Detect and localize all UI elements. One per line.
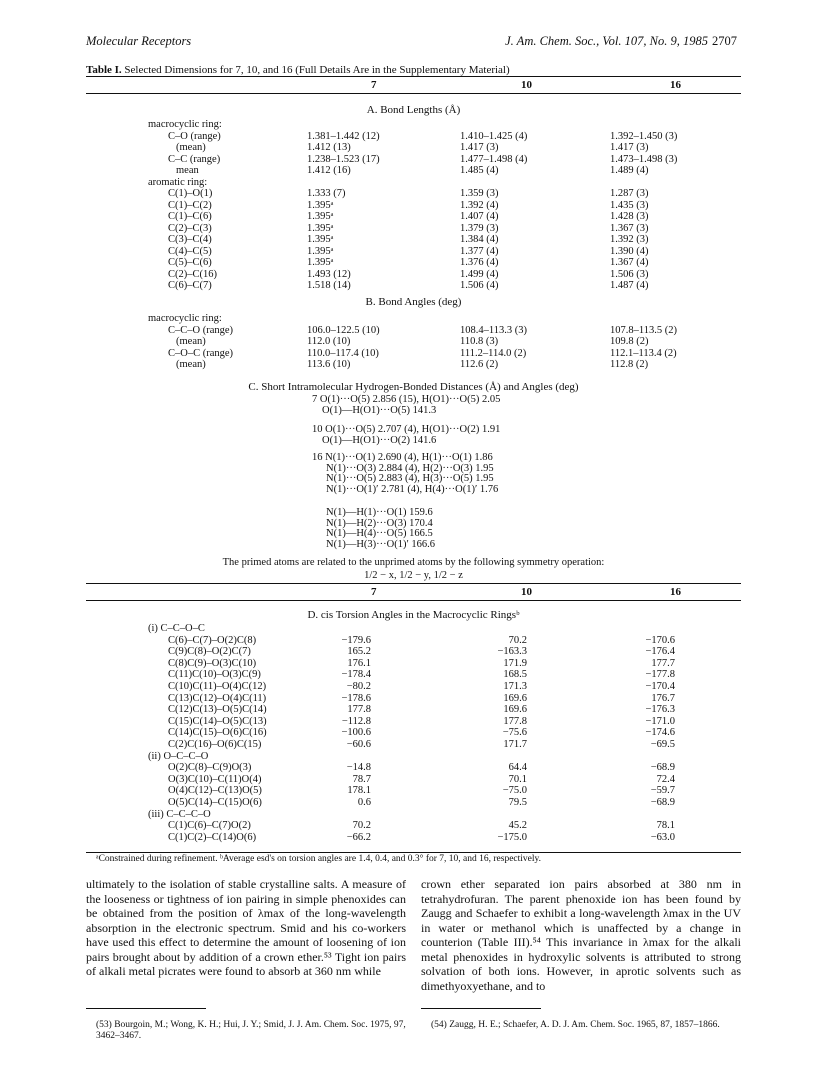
row-label: (mean) — [176, 359, 206, 370]
value-10: 1.417 (3) — [460, 142, 499, 153]
row-label: C–O–C (range) — [168, 347, 234, 359]
hbond-line: 10 O(1)···O(5) 2.707 (4), H(O1)···O(2) 1.91 — [312, 424, 501, 435]
value-10: 64.4 — [508, 762, 527, 774]
table-row — [0, 200, 827, 211]
value-7: 178.1 — [347, 785, 371, 797]
row-label: C(10)C(11)–O(4)C(12) — [168, 681, 267, 692]
value-7: 78.7 — [352, 773, 371, 785]
value-10: 1.376 (4) — [460, 257, 499, 268]
row-label: C(2)C(16)–O(6)C(15) — [168, 739, 262, 750]
value-16: −171.0 — [645, 715, 675, 727]
table-row — [0, 762, 827, 773]
value-10: 1.377 (4) — [460, 245, 499, 257]
table-row — [0, 739, 827, 750]
hbond-line: O(1)—H(O1)···O(5) 141.3 — [322, 404, 437, 416]
value-16: 1.473–1.498 (3) — [610, 153, 678, 165]
hbond-line: N(1)···O(1)′ 2.781 (4), H(4)···O(1)′ 1.76 — [326, 483, 499, 495]
value-10: −75.0 — [502, 785, 527, 797]
section-c-title: C. Short Intramolecular Hydrogen-Bonded Distances (Å) and Angles (deg) — [248, 381, 579, 393]
value-7: 1.395ᵃ — [307, 257, 334, 268]
row-label: C(9)C(8)–O(2)C(7) — [168, 646, 251, 658]
value-7: 1.333 (7) — [307, 188, 346, 199]
value-7: 1.395ᵃ — [307, 245, 334, 257]
row-label: macrocyclic ring: — [148, 313, 222, 324]
table-row — [0, 223, 827, 234]
value-16: −68.9 — [650, 797, 675, 808]
row-label: C(2)–C(3) — [168, 222, 212, 234]
row-label: (i) C–C–O–C — [148, 623, 205, 634]
table-row — [0, 774, 827, 785]
value-16: −170.6 — [645, 634, 675, 646]
reference-rule-right — [421, 1008, 541, 1009]
row-label: C(4)–C(5) — [168, 245, 212, 257]
row-label: C(3)–C(4) — [168, 234, 212, 245]
value-10: 1.410–1.425 (4) — [460, 130, 528, 142]
value-10: 1.407 (4) — [460, 211, 499, 222]
value-10: 1.485 (4) — [460, 165, 499, 176]
value-7: 110.0–117.4 (10) — [307, 347, 379, 359]
value-7: 1.238–1.523 (17) — [307, 153, 380, 165]
table-row — [0, 681, 827, 692]
row-label: C–O (range) — [168, 130, 221, 142]
table-row — [0, 165, 827, 176]
column-header-7: 7 — [371, 79, 377, 91]
table-row — [0, 797, 827, 808]
table-footnote: ᵃConstrained during refinement. ᵇAverage esd's on torsion angles are 1.4, 0.4, and 0.3° for 7, 10, and 16, respectively. — [96, 854, 542, 864]
value-16: 1.487 (4) — [610, 280, 649, 291]
page-number: 2707 — [712, 34, 737, 48]
row-label: C(1)–C(2) — [168, 199, 212, 211]
value-16: 72.4 — [656, 773, 675, 785]
value-16: −63.0 — [650, 831, 675, 843]
value-16: −170.4 — [645, 681, 675, 692]
row-label: (iii) C–C–C–O — [148, 808, 211, 820]
column-header-10: 10 — [521, 79, 532, 91]
value-16: 1.287 (3) — [610, 188, 649, 199]
value-10: 79.5 — [508, 797, 527, 808]
table-row — [0, 119, 827, 130]
body-text-left-column: ultimately to the isolation of stable crystalline salts. A measure of the looseness or tightness of ion pairing in simple phenoxides can be obtained from the position of λmax of the long-wavelength absorption in the electronic spectrum. Smid and his co-workers have used this effect to determine the amount of loosening of ion pairs brought about by addition of a crown ether.⁵³ Tight ion pairs of alkali metal picrates were found to absorb at 360 nm while — [86, 877, 406, 978]
value-10: 168.5 — [503, 669, 527, 681]
table-row — [0, 325, 827, 336]
value-10: 1.392 (4) — [460, 199, 499, 211]
table-row — [0, 751, 827, 762]
value-7: −112.8 — [341, 715, 371, 727]
value-7: −80.2 — [346, 681, 371, 692]
value-7: 1.412 (16) — [307, 165, 351, 176]
row-label: C(1)C(2)–C(14)O(6) — [168, 831, 257, 843]
value-16: 1.428 (3) — [610, 211, 649, 222]
row-label: O(2)C(8)–C(9)O(3) — [168, 762, 252, 774]
table-mid-rule — [86, 583, 741, 584]
symmetry-operation: 1/2 − x, 1/2 − y, 1/2 − z — [364, 570, 463, 581]
table-row — [0, 809, 827, 820]
value-10: 70.1 — [508, 773, 527, 785]
value-16: 1.489 (4) — [610, 165, 649, 176]
hbond-block-7 — [312, 395, 500, 416]
value-16: 1.417 (3) — [610, 142, 649, 153]
value-7: −178.4 — [341, 669, 371, 681]
row-label: (mean) — [176, 142, 206, 153]
table-row — [0, 131, 827, 142]
table-row — [0, 646, 827, 657]
row-label: O(3)C(10)–C(11)O(4) — [168, 773, 262, 785]
table-row — [0, 623, 827, 634]
value-10: 169.6 — [503, 704, 527, 716]
value-10: 169.6 — [503, 692, 527, 704]
value-7: 1.412 (13) — [307, 142, 351, 153]
value-10: 171.3 — [503, 681, 527, 692]
value-16: −59.7 — [650, 785, 675, 797]
table-row — [0, 313, 827, 324]
value-7: −179.6 — [341, 634, 371, 646]
value-7: −100.6 — [341, 727, 371, 739]
running-header-title: Molecular Receptors — [86, 34, 192, 48]
table-row — [0, 658, 827, 669]
table-caption — [86, 64, 510, 76]
value-10: 1.384 (4) — [460, 234, 499, 245]
body-text-right-column: crown ether separated ion pairs absorbed at 380 nm in tetrahydrofuran. The parent phenoxide ion has been found by Zaugg and Schaefer to exhibit a long-wavelength λmax in the UV in water or methanol which is unaffected by a change in counterion (Table III).⁵⁴ This invariance in λmax for the alkali metal phenoxides in hydroxylic solvents is attributed to strong solvation of both ions. However, in aprotic solvents such as dimethyoxyethane, and to — [421, 877, 741, 993]
row-label: C(6)–C(7)–O(2)C(8) — [168, 634, 257, 646]
value-7: 112.0 (10) — [307, 336, 351, 347]
row-label: O(5)C(14)–C(15)O(6) — [168, 797, 262, 808]
row-label: (mean) — [176, 336, 206, 347]
value-7: −14.8 — [346, 762, 371, 774]
reference-rule-left — [86, 1008, 206, 1009]
hbond-line: N(1)—H(1)···O(1) 159.6 — [326, 507, 433, 518]
value-10: 171.9 — [503, 657, 527, 669]
hbond-block-16 — [312, 453, 498, 495]
value-7: 1.395ᵃ — [307, 199, 334, 211]
hbond-line: N(1)···O(5) 2.883 (4), H(3)···O(5) 1.95 — [326, 473, 494, 484]
value-16: 1.435 (3) — [610, 199, 649, 211]
value-7: 1.395ᵃ — [307, 222, 334, 234]
value-16: 1.506 (3) — [610, 268, 649, 280]
value-10: 1.379 (3) — [460, 222, 499, 234]
value-10: 111.2–114.0 (2) — [460, 347, 527, 359]
running-header-journal — [505, 34, 737, 49]
hbond-line: 7 O(1)···O(5) 2.856 (15), H(O1)···O(5) 2.05 — [312, 394, 501, 405]
value-16: 176.7 — [651, 692, 675, 704]
value-10: −75.6 — [502, 727, 527, 739]
value-10: 1.506 (4) — [460, 280, 499, 291]
row-label: C(13)C(12)–O(4)C(11) — [168, 692, 267, 704]
value-16: −69.5 — [650, 739, 675, 750]
value-10: −163.3 — [497, 646, 527, 658]
row-label: C(8)C(9)–O(3)C(10) — [168, 657, 257, 669]
table-header-rule — [86, 93, 741, 94]
table-row — [0, 142, 827, 153]
table-row — [0, 716, 827, 727]
hbond-line: N(1)—H(4)···O(5) 166.5 — [326, 528, 433, 539]
table-row — [0, 211, 827, 222]
table-bottom-rule — [86, 852, 741, 853]
row-label: macrocyclic ring: — [148, 119, 222, 130]
table-caption-label: Table I. — [86, 64, 122, 76]
value-7: −66.2 — [346, 831, 371, 843]
value-7: 177.8 — [347, 704, 371, 716]
hbond-block-10 — [312, 425, 500, 446]
table-caption-text: Selected Dimensions for 7, 10, and 16 (Full Details Are in the Supplementary Material) — [124, 64, 510, 76]
section-d-title: D. cis Torsion Angles in the Macrocyclic Ringsᵇ — [307, 609, 520, 621]
table-row — [0, 154, 827, 165]
reference-54: (54) Zaugg, H. E.; Schaefer, A. D. J. Am. Chem. Soc. 1965, 87, 1857–1866. — [431, 1020, 720, 1030]
row-label: C(1)–C(6) — [168, 211, 212, 222]
row-label: C(12)C(13)–O(5)C(14) — [168, 704, 267, 716]
value-16: −176.3 — [645, 704, 675, 716]
value-7: −178.6 — [341, 692, 371, 704]
value-7: 1.395ᵃ — [307, 211, 334, 222]
value-16: 1.367 (4) — [610, 257, 649, 268]
table-row — [0, 359, 827, 370]
table-row — [0, 336, 827, 347]
symmetry-note: The primed atoms are related to the unprimed atoms by the following symmetry operation: — [222, 557, 605, 568]
value-7: 106.0–122.5 (10) — [307, 324, 380, 336]
value-16: −177.8 — [645, 669, 675, 681]
value-16: 109.8 (2) — [610, 336, 649, 347]
value-16: −176.4 — [645, 646, 675, 658]
row-label: C(2)–C(16) — [168, 268, 217, 280]
row-label: C(15)C(14)–O(5)C(13) — [168, 715, 267, 727]
value-7: 1.493 (12) — [307, 268, 351, 280]
value-16: 1.392 (3) — [610, 234, 649, 245]
table-row — [0, 704, 827, 715]
table-row — [0, 234, 827, 245]
column-header-7-repeat: 7 — [371, 586, 377, 598]
reference-53: (53) Bourgoin, M.; Wong, K. H.; Hui, J. Y.; Smid, J. J. Am. Chem. Soc. 1975, 97, 3462–3467. — [96, 1020, 406, 1041]
table-row — [0, 785, 827, 796]
value-10: 177.8 — [503, 715, 527, 727]
table-row — [0, 348, 827, 359]
table-row — [0, 669, 827, 680]
table-top-rule — [86, 76, 741, 77]
table-mid-header-rule — [86, 600, 741, 601]
journal-citation: J. Am. Chem. Soc., Vol. 107, No. 9, 1985 — [505, 34, 708, 48]
value-7: 176.1 — [347, 657, 371, 669]
row-label: C(11)C(10)–O(3)C(9) — [168, 669, 261, 681]
value-7: 1.395ᵃ — [307, 234, 334, 245]
row-label: C(14)C(15)–O(6)C(16) — [168, 727, 267, 739]
column-header-16-repeat: 16 — [670, 586, 681, 598]
table-row — [0, 280, 827, 291]
table-row — [0, 727, 827, 738]
value-16: 112.1–113.4 (2) — [610, 347, 677, 359]
value-10: 110.8 (3) — [460, 336, 499, 347]
value-10: 171.7 — [503, 739, 527, 750]
value-7: 1.381–1.442 (12) — [307, 130, 380, 142]
table-row — [0, 257, 827, 268]
section-b-title: B. Bond Angles (deg) — [365, 296, 462, 308]
row-label: O(4)C(12)–C(13)O(5) — [168, 785, 262, 797]
row-label: C(6)–C(7) — [168, 280, 212, 291]
value-16: 177.7 — [651, 657, 675, 669]
value-7: 70.2 — [352, 820, 371, 832]
value-16: 1.367 (3) — [610, 222, 649, 234]
row-label: C–C–O (range) — [168, 324, 234, 336]
table-row — [0, 188, 827, 199]
table-row — [0, 832, 827, 843]
column-header-16: 16 — [670, 79, 681, 91]
row-label: C(5)–C(6) — [168, 257, 212, 268]
row-label: mean — [176, 165, 199, 176]
value-10: 112.6 (2) — [460, 359, 499, 370]
value-16: 1.392–1.450 (3) — [610, 130, 678, 142]
row-label: (ii) O–C–C–O — [148, 750, 209, 762]
table-row — [0, 177, 827, 188]
hbond-line: N(1)—H(3)···O(1)′ 166.6 — [326, 538, 436, 550]
value-16: 78.1 — [656, 820, 675, 832]
value-16: −68.9 — [650, 762, 675, 774]
table-row — [0, 269, 827, 280]
value-7: 113.6 (10) — [307, 359, 351, 370]
section-a-title: A. Bond Lengths (Å) — [366, 104, 461, 116]
table-row — [0, 246, 827, 257]
value-16: 1.390 (4) — [610, 245, 649, 257]
row-label: C(1)C(6)–C(7)O(2) — [168, 820, 251, 832]
table-row — [0, 635, 827, 646]
value-10: 45.2 — [508, 820, 527, 832]
hbond-line: O(1)—H(O1)···O(2) 141.6 — [322, 434, 437, 446]
row-label: aromatic ring: — [148, 176, 208, 188]
value-16: 112.8 (2) — [610, 359, 649, 370]
hbond-line: N(1)—H(2)···O(3) 170.4 — [326, 517, 433, 529]
value-16: 107.8–113.5 (2) — [610, 324, 677, 336]
value-10: −175.0 — [497, 831, 527, 843]
row-label: C–C (range) — [168, 153, 221, 165]
table-row — [0, 693, 827, 704]
value-16: −174.6 — [645, 727, 675, 739]
hbond-line: 16 N(1)···O(1) 2.690 (4), H(1)···O(1) 1.86 — [312, 452, 493, 463]
value-10: 1.477–1.498 (4) — [460, 153, 528, 165]
row-label: C(1)–O(1) — [168, 188, 213, 199]
value-7: −60.6 — [346, 739, 371, 750]
column-header-10-repeat: 10 — [521, 586, 532, 598]
value-10: 70.2 — [508, 634, 527, 646]
table-row — [0, 820, 827, 831]
value-7: 0.6 — [357, 797, 371, 808]
value-7: 1.518 (14) — [307, 280, 351, 291]
hbond-line: N(1)···O(3) 2.884 (4), H(2)···O(3) 1.95 — [326, 462, 494, 474]
hbond-angles-16 — [326, 508, 435, 550]
value-10: 1.499 (4) — [460, 268, 499, 280]
value-10: 108.4–113.3 (3) — [460, 324, 527, 336]
value-7: 165.2 — [347, 646, 371, 658]
value-10: 1.359 (3) — [460, 188, 499, 199]
